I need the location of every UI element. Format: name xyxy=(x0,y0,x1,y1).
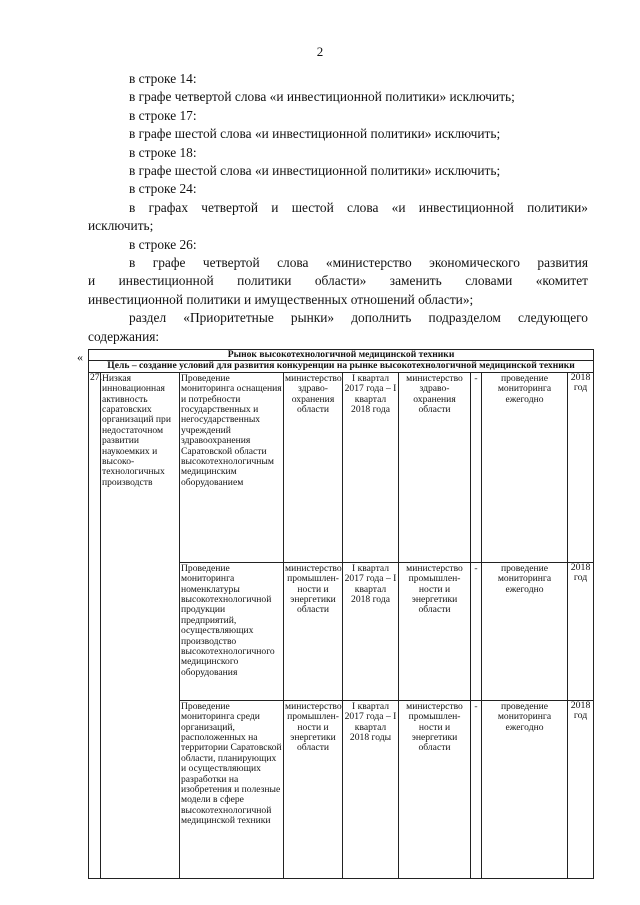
measure-cell: Проведение мониторинга среди организаций, расположенных на территории Саратовской области, планирующих и осуществляющих разработки на изобретения и полезные модели в сфере высокотехнологичной медицинской техники xyxy=(180,700,284,878)
paragraph: в строке 17: xyxy=(129,107,197,123)
paragraph: в графах четвертой и шестой слова «и инвестиционной политики» xyxy=(129,199,588,215)
executor-cell: министерство промышлен-ности и энергетики области xyxy=(284,562,343,700)
table-title: Рынок высокотехнологичной медицинской техники xyxy=(89,350,594,361)
paragraph: раздел «Приоритетные рынки» дополнить подразделом следующего xyxy=(129,310,588,326)
paragraph: в строке 18: xyxy=(129,144,197,160)
responsible-cell: министерство промышлен-ности и энергетики области xyxy=(399,562,471,700)
indicator-cell: проведение мониторинга ежегодно xyxy=(482,562,568,700)
executor-cell: министерство здраво-охранения области xyxy=(284,372,343,562)
table-row xyxy=(89,372,594,562)
measure-cell: Проведение мониторинга номенклатуры высокотехнологичной продукции предприятий, осуществляющих производство высокотехнологичного медицинского оборудования xyxy=(180,562,284,700)
paragraph: в графе четвертой слова «и инвестиционной политики» исключить; xyxy=(129,89,515,105)
table-goal: Цель – создание условий для развития конкуренции на рынке высокотехнологичной медицинской техники xyxy=(89,361,594,372)
page-number: 2 xyxy=(316,44,324,59)
paragraph: в графе четвертой слова «министерство экономического развития xyxy=(129,255,588,271)
term-cell: I квартал 2017 года – I квартал 2018 года xyxy=(343,562,399,700)
term-cell: I квартал 2017 года – I квартал 2018 годы xyxy=(343,700,399,878)
dash-cell: - xyxy=(471,372,482,562)
indicator-cell: проведение мониторинга ежегодно xyxy=(482,700,568,878)
executor-cell: министерство промышлен-ности и энергетики области xyxy=(284,700,343,878)
year-cell: 2018 год xyxy=(568,700,594,878)
amendment-text xyxy=(88,70,588,346)
problem-cell: Низкая инновационная активность саратовских организаций при недостаточном развитии наукоемких и высоко-технологичных производств xyxy=(101,372,180,878)
paragraph: в графе шестой слова «и инвестиционной политики» исключить; xyxy=(129,126,501,142)
paragraph: в строке 26: xyxy=(129,236,197,252)
dash-cell: - xyxy=(471,700,482,878)
year-cell: 2018 год xyxy=(568,372,594,562)
year-cell: 2018 год xyxy=(568,562,594,700)
paragraph: исключить; xyxy=(88,218,154,234)
term-cell: I квартал 2017 года – I квартал 2018 года xyxy=(343,372,399,562)
responsible-cell: министерство здраво-охранения области xyxy=(399,372,471,562)
paragraph: и инвестиционной политики области» заменить словами «комитет xyxy=(88,273,588,289)
measure-cell: Проведение мониторинга оснащения и потребности государственных и негосударственных учреждений здравоохранения Саратовской области высокотехнологичным медицинским оборудованием xyxy=(180,372,284,562)
dash-cell: - xyxy=(471,562,482,700)
paragraph: в строке 14: xyxy=(129,71,197,86)
paragraph: содержания: xyxy=(88,328,160,344)
opening-quote: « xyxy=(77,350,83,364)
paragraph: в графе шестой слова «и инвестиционной политики» исключить; xyxy=(129,163,501,179)
paragraph: инвестиционной политики и имущественных отношений области»; xyxy=(88,291,474,307)
indicator-cell: проведение мониторинга ежегодно xyxy=(482,372,568,562)
responsible-cell: министерство промышлен-ности и энергетики области xyxy=(399,700,471,878)
paragraph: в строке 24: xyxy=(129,181,197,197)
priority-market-table xyxy=(88,349,594,879)
row-number: 27. xyxy=(89,372,101,878)
